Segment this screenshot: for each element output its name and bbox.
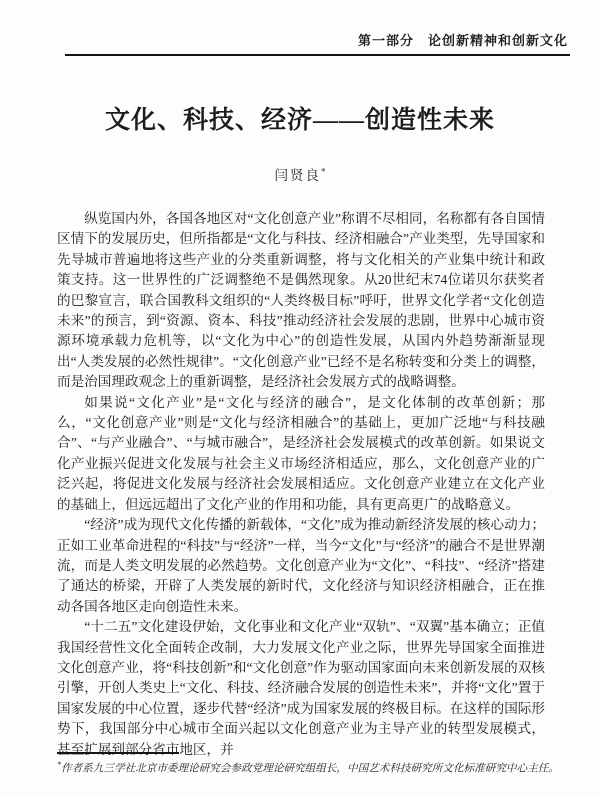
paragraph-2: 如果说“文化产业”是“文化与经济的融合”，是文化体制的改革创新；那么，“文化创意产业”则是“文化与经济相融合”的基础上，更加广泛地“与科技融合”、“与产业融合”、“与城市融合”，是经济社会发展模式的改革创新。如果说文化产业振兴促进文化发展与社会主义市场经济相适应，那么，文化创意产业的广泛兴起，将促进文化发展与经济社会发展相适应。文化创意产业建立在文化产业的基础上，但远远超出了文化产业的作用和功能，具有更高更广的战略意义。 <box>57 394 545 512</box>
author-name: 闫贤良 <box>274 168 321 183</box>
footnote-marker: * <box>57 760 61 769</box>
article-title: 文化、科技、经济——创造性未来 <box>104 107 495 134</box>
running-header: 第一部分 论创新精神和创新文化 <box>357 33 568 48</box>
footnote-text: 作者系九三学社北京市委理论研究会参政党理论研究组组长，中国艺术科技研究所文化标准研究中心主任。 <box>61 763 559 775</box>
footnote-rule <box>57 752 179 754</box>
author-footnote-marker: * <box>321 166 326 177</box>
paragraph-3: “经济”成为现代文化传播的新载体，“文化”成为推动新经济发展的核心动力；正如工业革命进程的“科技”与“经济”一样，当今“文化”与“经济”的融合不是世界潮流，而是人类文明发展的必然趋势。文化创意产业为“文化”、“科技”、“经济”搭建了通达的桥梁，开辟了人类发展的新时代，文化经济与知识经济相融合，正在推动各国各地区走向创造性未来。 <box>57 517 545 614</box>
header-rule <box>65 54 570 56</box>
paragraph-1: 纵览国内外，各国各地区对“文化创意产业”称谓不尽相同，名称都有各自国情区情下的发展历史，但所指都是“文化与科技、经济相融合”产业类型，先导国家和先导城市普遍地将这些产业的分类重新调整，将与文化相关的产业集中统计和政策支持。这一世界性的广泛调整绝不是偶然现象。从20世纪末74位诺贝尔获奖者的巴黎宣言，联合国教科文组织的“人类终极目标”呼吁，世界文化学者“文化创造未来”的预言，到“资源、资本、科技”推动经济社会发展的悲剧，世界中心城市资源环境承载力危机等，以“文化为中心”的创造性发展，从国内外趋势渐渐显现出“人类发展的必然性规律”。“文化创意产业”已经不是名称转变和分类上的调整，而是治国理政观念上的重新调整，是经济社会发展方式的战略调整。 <box>57 211 545 390</box>
footnote-area <box>57 752 560 777</box>
article-body <box>57 209 545 760</box>
footnote <box>57 757 560 777</box>
author-byline <box>0 164 600 184</box>
paragraph-4: “十二五”文化建设伊始，文化事业和文化产业“双轨”、“双翼”基本确立；正值我国经营性文化全面转企改制，大力发展文化产业之际，世界先导国家全面推进文化创意产业，将“科技创新”和“文化创意”作为驱动国家面向未来创新发展的双核引擎，开创人类史上“文化、科技、经济融合发展的创造性未来”，并将“文化”置于国家发展的中心位置，逐步代替“经济”成为国家发展的终极目标。在这样的国际形势下，我国部分中心城市全面兴起以文化创意产业为主导产业的转型发展模式，甚至扩展到部分省市地区，并 <box>57 619 545 757</box>
